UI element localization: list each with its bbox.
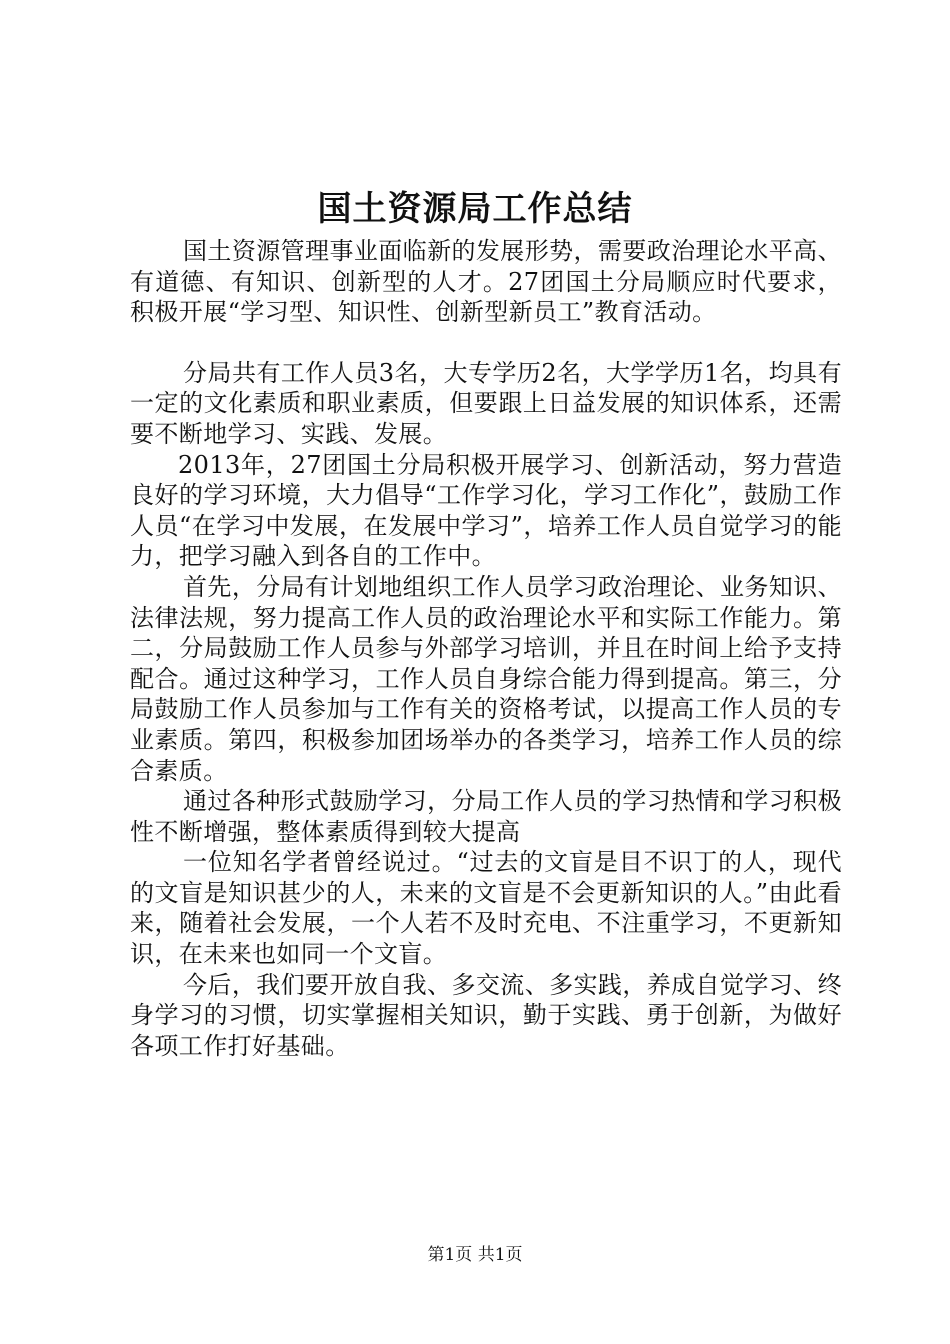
- paragraph-measures: 首先，分局有计划地组织工作人员学习政治理论、业务知识、法律法规，努力提高工作人员的政治理论水平和实际工作能力。第二，分局鼓励工作人员参与外部学习培训，并且在时间上给予支持配合。通过这种学习，工作人员自身综合能力得到提高。第三，分局鼓励工作人员参加与工作有关的资格考试，以提高工作人员的专业素质。第四，积极参加团场举办的各类学习，培养工作人员的综合素质。: [130, 572, 842, 785]
- paragraph-results: 通过各种形式鼓励学习，分局工作人员的学习热情和学习积极性不断增强，整体素质得到较大提高: [130, 787, 842, 846]
- paragraph-quote: 一位知名学者曾经说过。“过去的文盲是目不识丁的人，现代的文盲是知识甚少的人，未来的文盲是不会更新知识的人。”由此看来，随着社会发展，一个人若不及时充电、不注重学习，不更新知识，在未来也如同一个文盲。: [130, 848, 842, 969]
- paragraph-2013: 2013年，27团国土分局积极开展学习、创新活动，努力营造良好的学习环境，大力倡导“工作学习化，学习工作化”，鼓励工作人员“在学习中发展，在发展中学习”，培养工作人员自觉学习的能力，把学习融入到各自的工作中。: [130, 450, 842, 571]
- paragraph-intro: 国土资源管理事业面临新的发展形势，需要政治理论水平高、有道德、有知识、创新型的人才。27团国土分局顺应时代要求，积极开展“学习型、知识性、创新型新员工”教育活动。: [130, 237, 842, 327]
- document-title: 国土资源局工作总结: [317, 189, 633, 229]
- paragraph-staff: 分局共有工作人员3名，大专学历2名，大学学历1名，均具有一定的文化素质和职业素质，但要跟上日益发展的知识体系，还需要不断地学习、实践、发展。: [130, 358, 842, 448]
- document-body: [130, 236, 842, 1061]
- paragraph-future: 今后，我们要开放自我、多交流、多实践，养成自觉学习、终身学习的习惯，切实掌握相关知识，勤于实践、勇于创新，为做好各项工作打好基础。: [130, 970, 842, 1060]
- page-footer: 第1页 共1页: [427, 1245, 523, 1265]
